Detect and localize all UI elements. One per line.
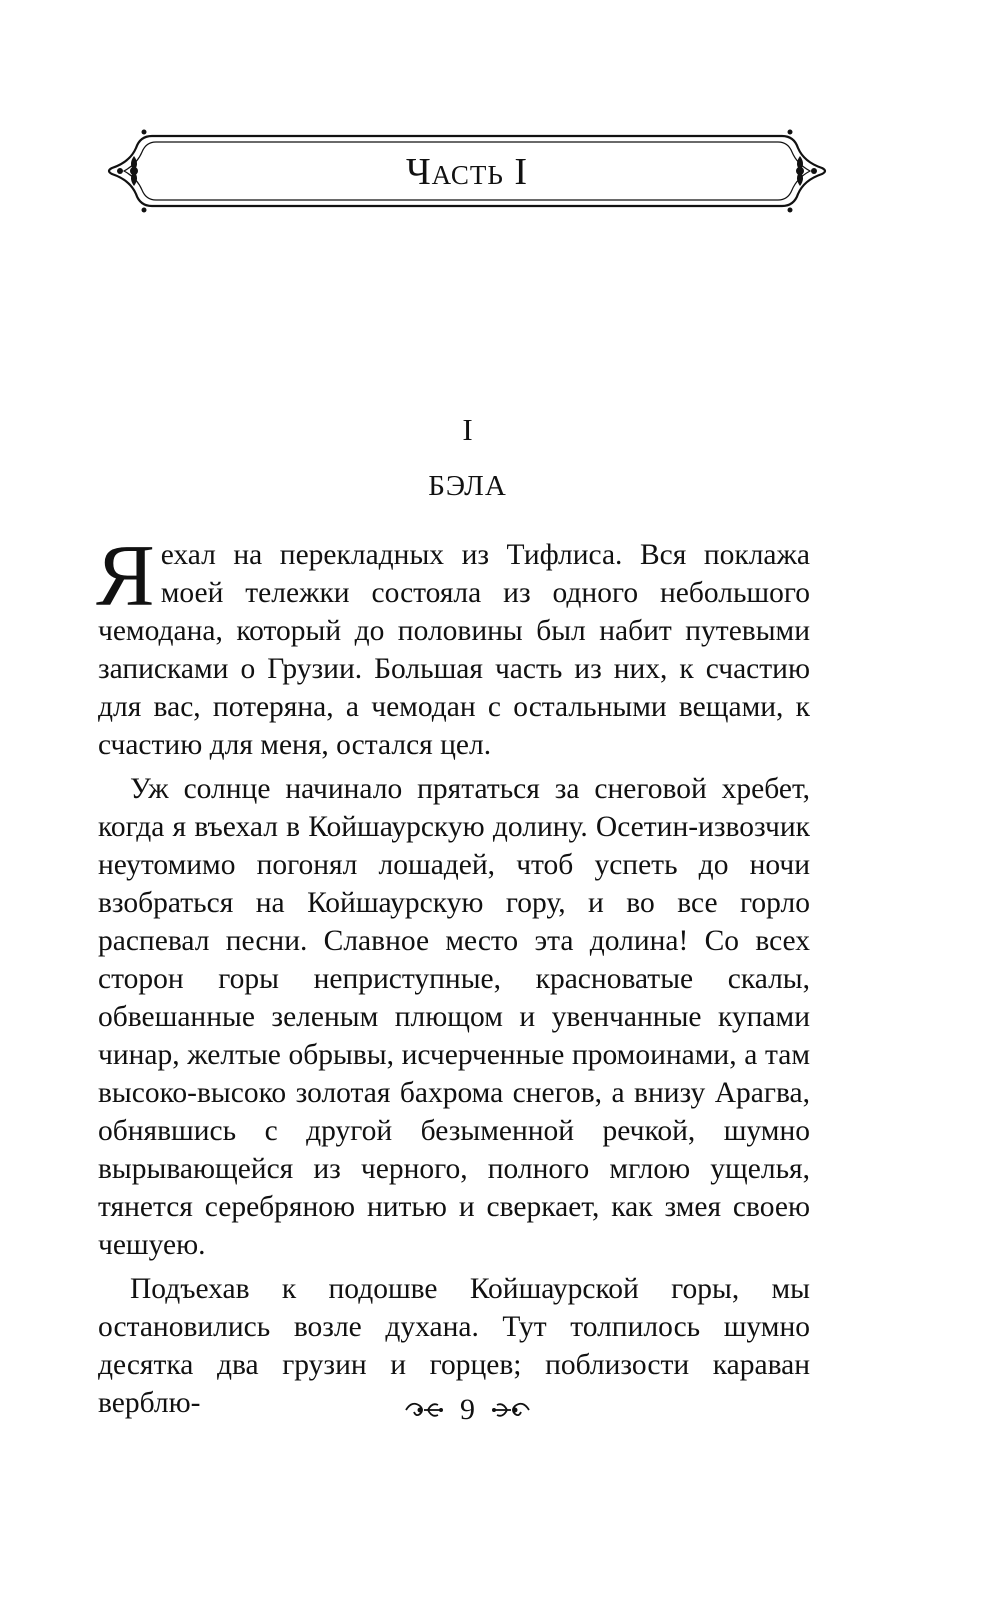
- paragraph-2: Уж солнце начинало прятаться за снеговой хребет, когда я въехал в Койшаурскую долину. Осетин-извозчик неутомимо погонял лошадей, чтоб успеть до ночи взобраться на Койшаурскую гору, и во все горло распевал песни. Славное место эта долина! Со всех сторон горы неприступные, красноватые скалы, обвешанные зеленым плющом и увенчанные купами чинар, желтые обрывы, исчерченные промоинами, а там высоко-высоко золотая бахрома снегов, а внизу Арагва, обнявшись с другой безыменной речкой, шумно вырывающейся из черного, полного мглою ущелья, тянется серебряною нитью и сверкает, как змея своею чешуею.: [98, 773, 810, 1261]
- chapter-title: БЭЛА: [428, 470, 507, 502]
- paragraph-1: [96, 528, 810, 764]
- fleuron-left-icon: [402, 1397, 444, 1423]
- page-number: 9: [460, 1393, 475, 1426]
- body-text: [96, 528, 810, 1422]
- chapter-number: I: [462, 412, 473, 447]
- paragraph-3: Подъехав к подошве Койшаурской горы, мы остановились возле духана. Тут толпилось шумно десятка два грузин и горцев; поблизости караван верблю-: [98, 1273, 810, 1419]
- paragraph-1-text: ехал на перекладных из Тифлиса. Вся поклажа моей тележки состояла из одного небольшого чемодана, который до половины был набит путевыми записками о Грузии. Большая часть из них, к счастию для вас, потеряна, а чемодан с остальными вещами, к счастию для меня, остался цел.: [98, 539, 810, 761]
- page-footer: [0, 1390, 935, 1430]
- fleuron-right-icon: [491, 1397, 533, 1423]
- drop-cap: Я: [96, 528, 155, 625]
- part-title: Часть I: [405, 151, 528, 193]
- part-header-frame: [104, 128, 830, 214]
